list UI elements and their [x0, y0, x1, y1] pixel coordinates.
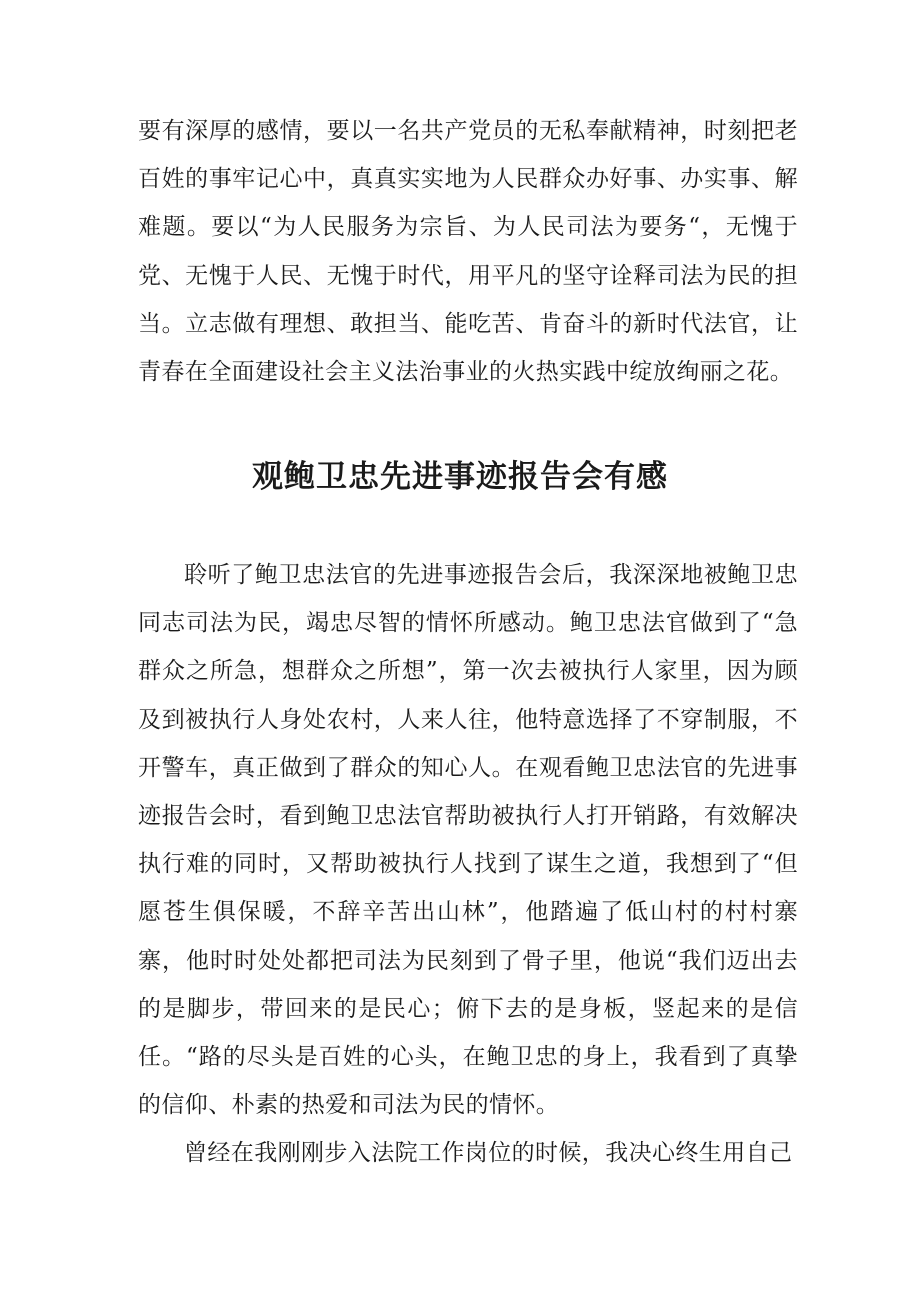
- intro-paragraph: 要有深厚的感情，要以一名共产党员的无私奉献精神，时刻把老百姓的事牢记心中，真真实实地为人民群众办好事、办实事、解难题。要以“为人民服务为宗旨、为人民司法为要务“，无愧于党、无愧于人民、无愧于时代，用平凡的坚守诠释司法为民的担当。立志做有理想、敢担当、能吃苦、肯奋斗的新时代法官，让青春在全面建设社会主义法治事业的火热实践中绽放绚丽之花。: [138, 118, 798, 386]
- article-body: [138, 551, 798, 1178]
- body-paragraph-1: 聆听了鲍卫忠法官的先进事迹报告会后，我深深地被鲍卫忠同志司法为民，竭忠尽智的情怀所感动。鲍卫忠法官做到了“急群众之所急，想群众之所想”，第一次去被执行人家里，因为顾及到被执行人身处农村，人来人往，他特意选择了不穿制服，不开警车，真正做到了群众的知心人。在观看鲍卫忠法官的先进事迹报告会时，看到鲍卫忠法官帮助被执行人打开销路，有效解决执行难的同时，又帮助被执行人找到了谋生之道，我想到了“但愿苍生俱保暖，不辞辛苦出山林”，他踏遍了低山村的村村寨寨，他时时处处都把司法为民刻到了骨子里，他说“我们迈出去的是脚步，带回来的是民心；俯下去的是身板，竖起来的是信任。“路的尽头是百姓的心头，在鲍卫忠的身上，我看到了真挚的信仰、朴素的热爱和司法为民的情怀。: [138, 562, 798, 1119]
- article-title: 观鲍卫忠先进事迹报告会有感: [252, 459, 668, 495]
- body-paragraph-2: 曾经在我刚刚步入法院工作岗位的时候，我决心终生用自己: [184, 1140, 793, 1167]
